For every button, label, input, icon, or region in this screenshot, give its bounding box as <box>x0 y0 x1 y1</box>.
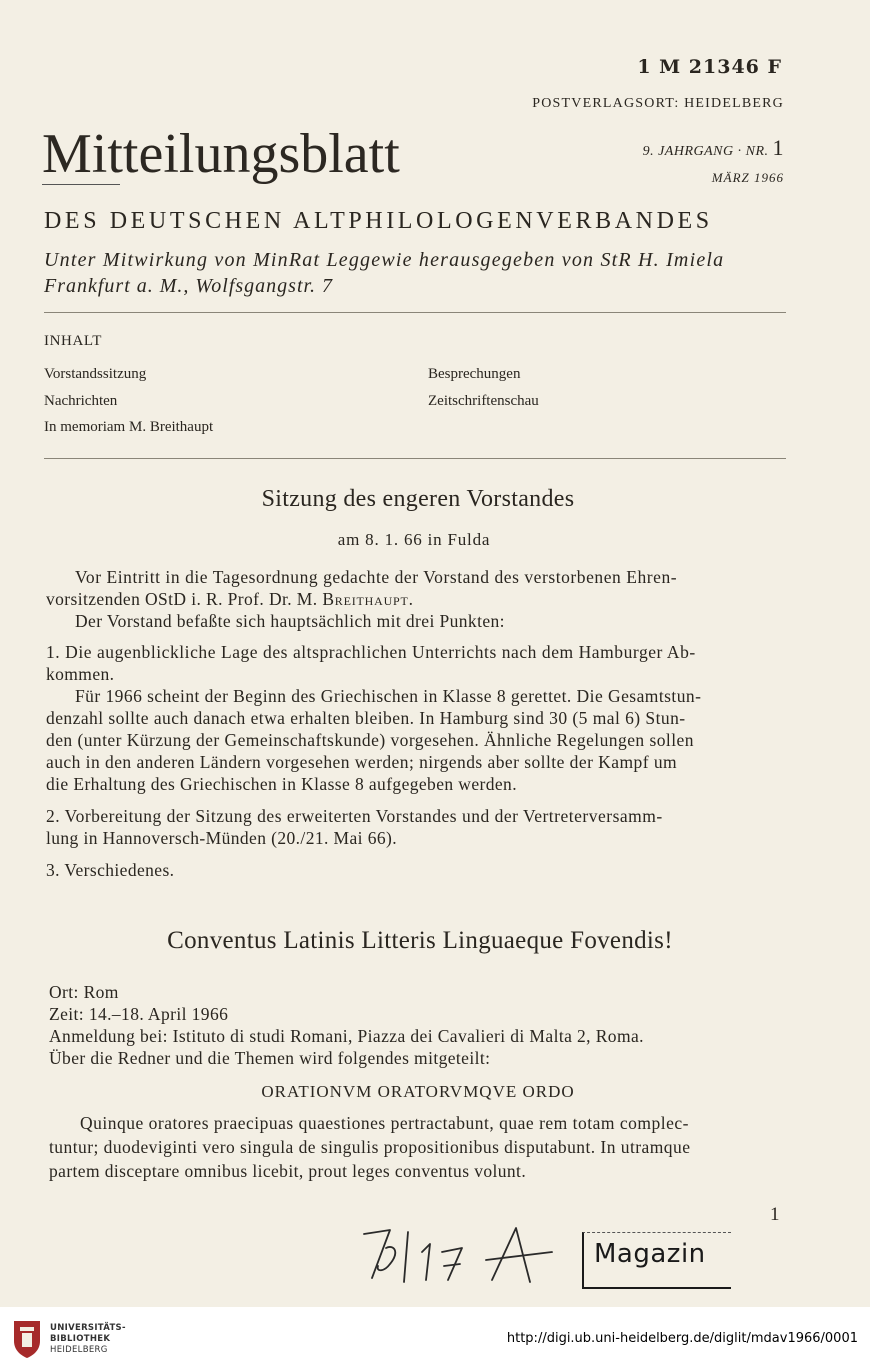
body-line: 1. Die augenblickliche Lage des altsprachlichen Unterrichts nach dem Hamburger Ab- <box>46 642 696 662</box>
divider <box>44 458 786 459</box>
library-name-line: BIBLIOTHEK <box>50 1334 111 1344</box>
toc-item: Zeitschriftenschau <box>428 393 539 409</box>
source-url[interactable]: http://digi.ub.uni-heidelberg.de/diglit/mdav1966/0001 <box>506 1331 858 1346</box>
postverlagsort: POSTVERLAGSORT: HEIDELBERG <box>532 96 784 111</box>
body-text: vorsitzenden OStD i. R. Prof. Dr. M. <box>46 589 318 609</box>
issue-date: MÄRZ 1966 <box>711 170 784 185</box>
body-line: die Erhaltung des Griechischen in Klasse 8 aufgegeben werden. <box>46 774 517 794</box>
body-line: Der Vorstand befaßte sich hauptsächlich mit drei Punkten: <box>75 611 505 631</box>
body-text: . <box>408 589 414 609</box>
section-heading-conventus: Conventus Latinis Litteris Linguaeque Fovendis! <box>167 927 673 954</box>
section-heading-sitzung: Sitzung des engeren Vorstandes <box>261 486 575 512</box>
divider <box>44 312 786 313</box>
magazin-stamp <box>582 1232 731 1289</box>
page-number: 1 <box>770 1204 780 1225</box>
digitization-footer <box>0 1307 870 1371</box>
body-line: Quinque oratores praecipuas quaestiones pertractabunt, quae rem totam complec- <box>80 1113 689 1133</box>
toc-heading: INHALT <box>44 333 103 349</box>
jahrgang-label: 9. JAHRGANG · NR. <box>642 144 769 159</box>
masthead-subtitle: DES DEUTSCHEN ALTPHILOLOGENVERBANDES <box>44 208 713 234</box>
body-line: Über die Redner und die Themen wird folgendes mitgeteilt: <box>49 1048 491 1068</box>
subheading-ordo: ORATIONVM ORATORVMQVE ORDO <box>261 1082 575 1101</box>
body-line: denzahl sollte auch danach etwa erhalten bleiben. In Hamburg sind 30 (5 mal 6) Stun- <box>46 708 686 728</box>
toc-item: Vorstandssitzung <box>44 366 147 382</box>
body-line: tuntur; duodeviginti vero singula de singulis propositionibus disputabunt. In utramque <box>49 1137 691 1157</box>
body-line <box>46 589 413 610</box>
toc-item: In memoriam M. Breithaupt <box>44 419 214 435</box>
masthead-title: Mitteilungsblatt <box>42 123 400 185</box>
body-line: partem disceptare omnibus licebit, prout leges conventus volunt. <box>49 1161 527 1181</box>
body-line: kommen. <box>46 664 115 684</box>
body-line: den (unter Kürzung der Gemeinschaftskunde) vorgesehen. Ähnliche Regelungen sollen <box>46 730 694 750</box>
body-line: 2. Vorbereitung der Sitzung des erweiterten Vorstandes und der Vertreterversamm- <box>46 806 663 826</box>
body-line: Anmeldung bei: Istituto di studi Romani, Piazza dei Cavalieri di Malta 2, Roma. <box>49 1026 644 1046</box>
toc-item: Nachrichten <box>44 393 118 409</box>
body-line: Ort: Rom <box>49 982 119 1002</box>
body-line: Für 1966 scheint der Beginn des Griechischen in Klasse 8 gerettet. Die Gesamtstun- <box>75 686 702 706</box>
toc-item: Besprechungen <box>428 366 521 382</box>
issue-number: 1 <box>772 135 784 160</box>
issue-volume <box>0 135 784 161</box>
stamp-label: Magazin <box>594 1239 706 1269</box>
body-line: Vor Eintritt in die Tagesordnung gedachte der Vorstand des verstorbenen Ehren- <box>75 567 678 587</box>
editor-line-1: Unter Mitwirkung von MinRat Leggewie herausgegeben von StR H. Imiela <box>44 249 725 271</box>
handwritten-shelfmark <box>360 1222 560 1290</box>
section-subheading-sitzung: am 8. 1. 66 in Fulda <box>337 530 491 549</box>
body-line: lung in Hannoversch-Münden (20./21. Mai 66). <box>46 828 398 848</box>
person-name: Breithaupt <box>322 589 409 609</box>
body-line: Zeit: 14.–18. April 1966 <box>49 1004 229 1024</box>
body-line: 3. Verschiedenes. <box>46 860 175 880</box>
body-line: auch in den anderen Ländern vorgesehen werden; nirgends aber sollte der Kampf um <box>46 752 678 772</box>
registration-code: 1 M 21346 F <box>637 56 782 78</box>
handwriting-drawing <box>360 1222 560 1286</box>
editor-line-2: Frankfurt a. M., Wolfsgangstr. 7 <box>44 275 334 297</box>
library-name-line: HEIDELBERG <box>50 1345 108 1355</box>
library-name-line: UNIVERSITÄTS- <box>50 1323 126 1333</box>
